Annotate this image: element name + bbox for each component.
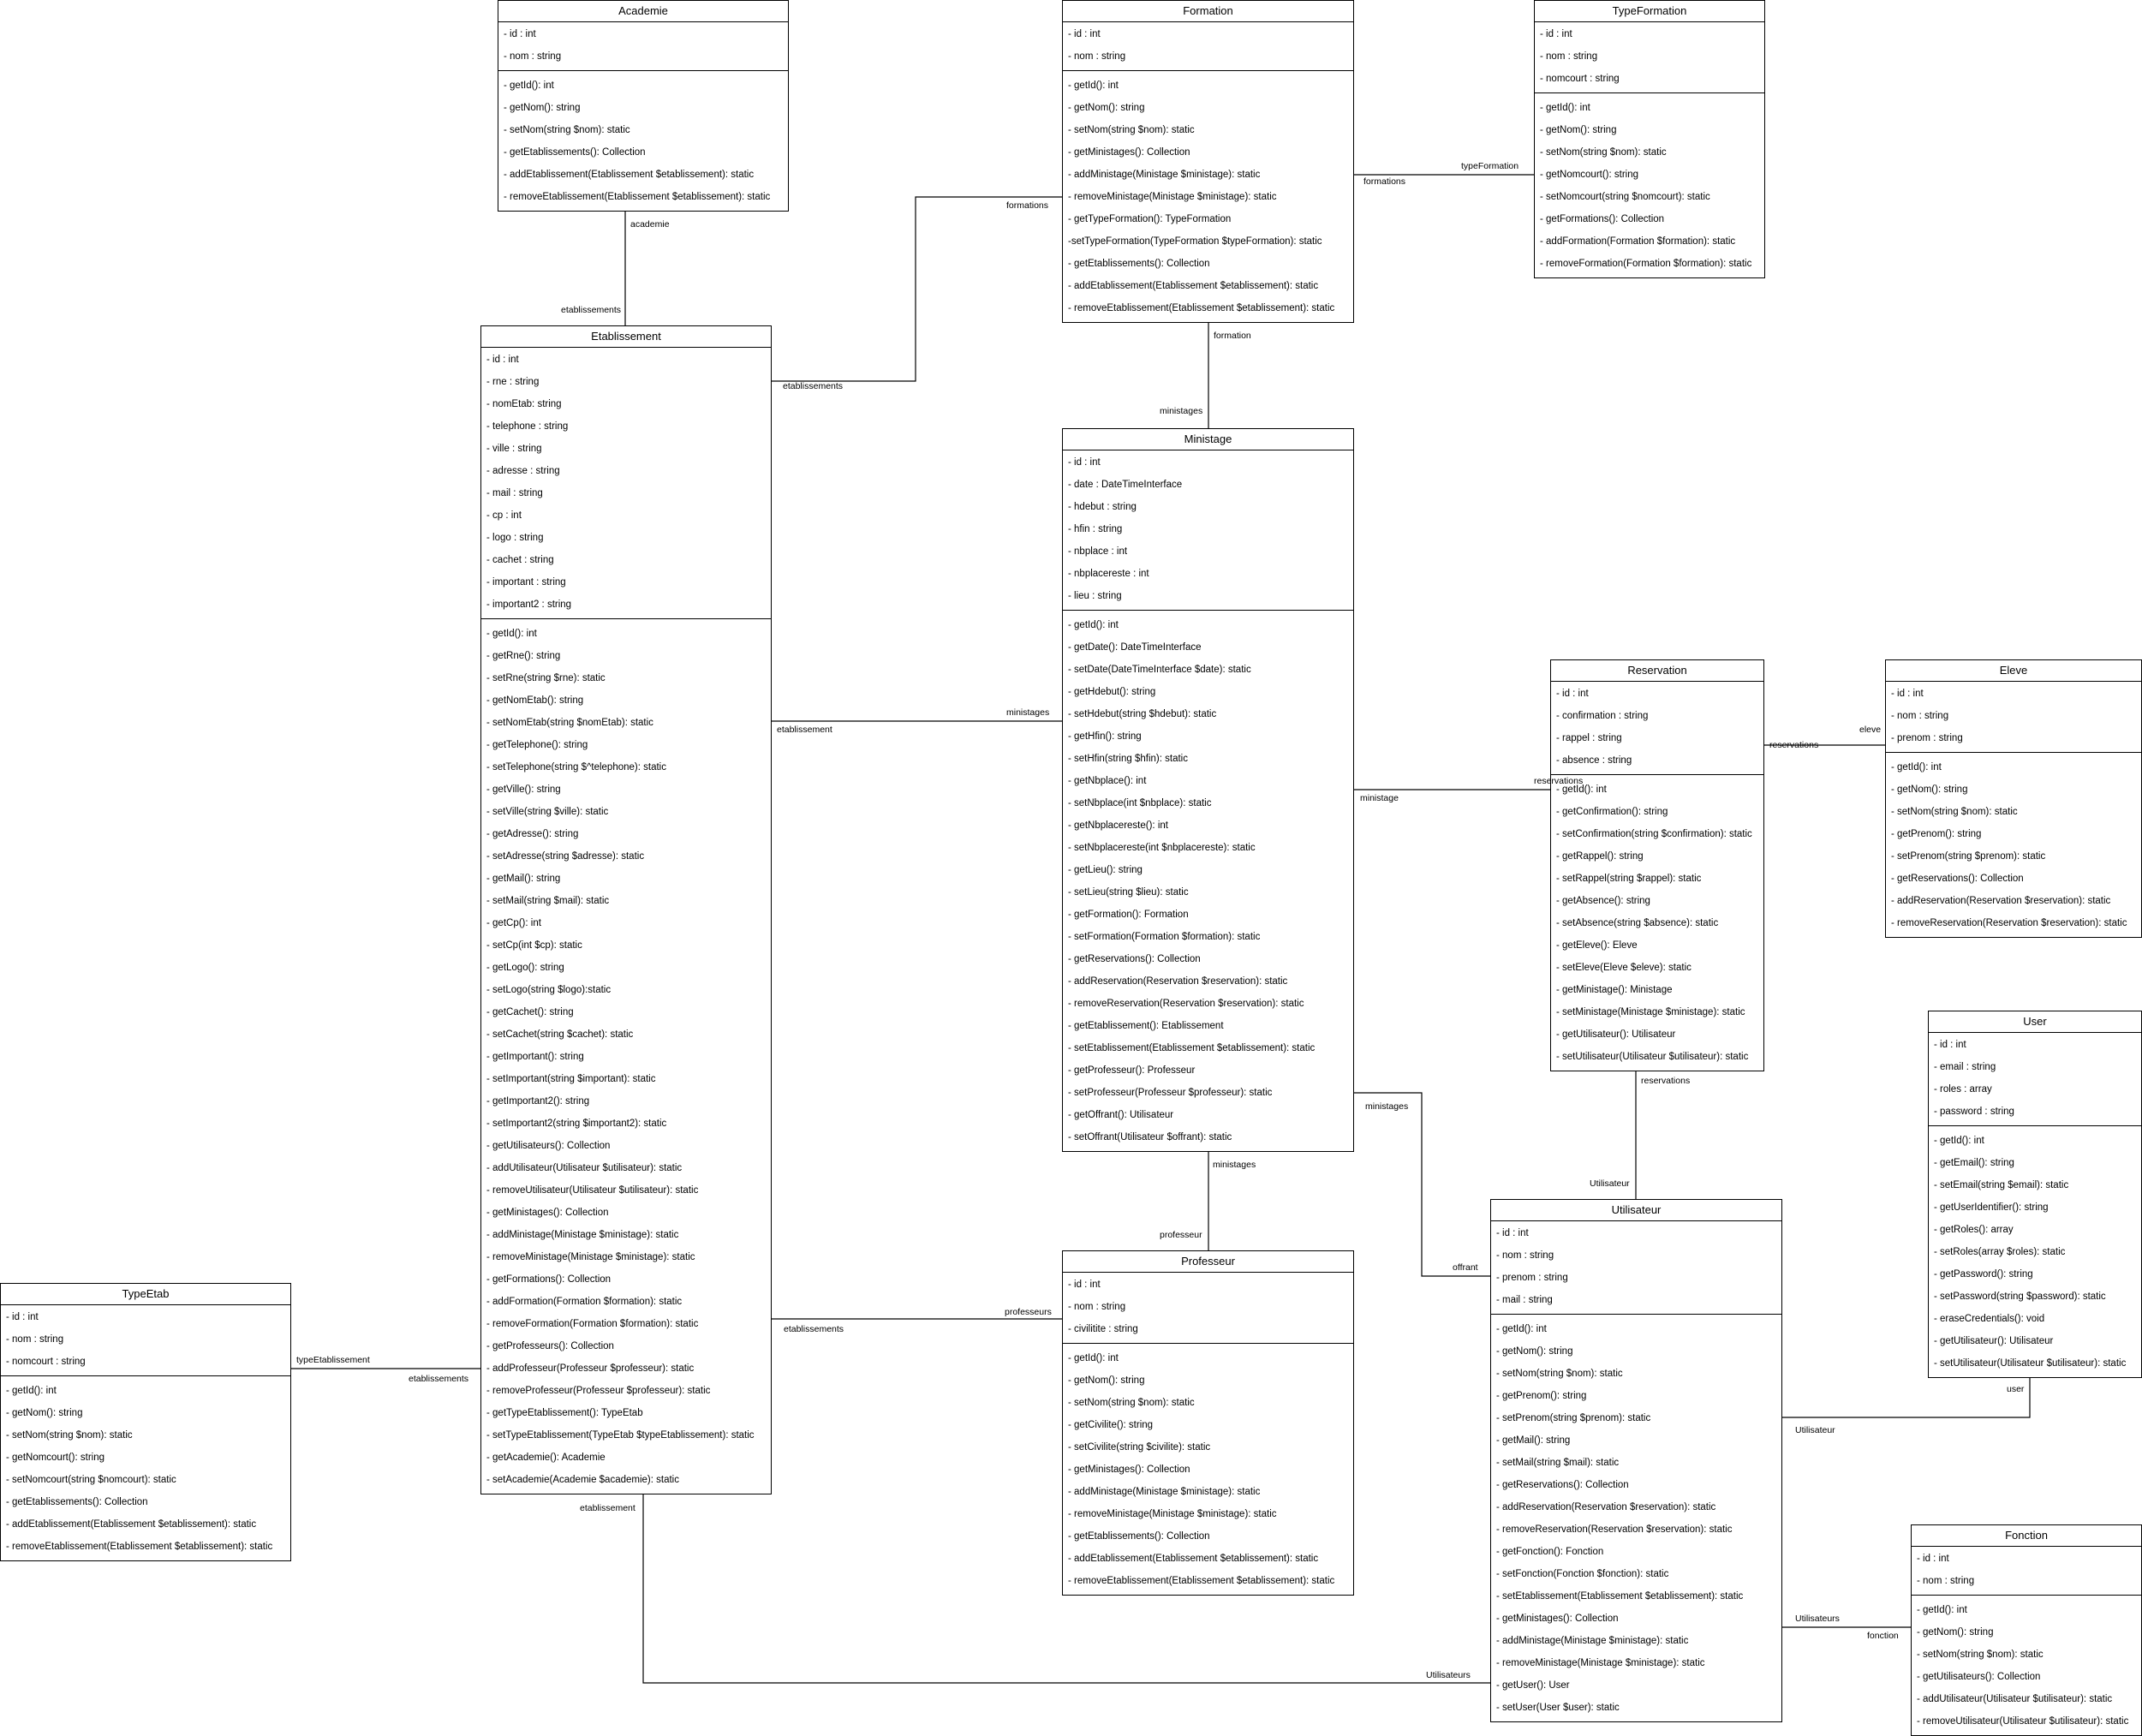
- operation: - getNomcourt(): string: [1540, 170, 1639, 180]
- association-role-label: etablissements: [561, 305, 622, 315]
- association-role-label: ministages: [1213, 1160, 1256, 1170]
- operation: - setPrenom(string $prenom): static: [1891, 851, 2046, 862]
- operation: - getMinistage(): Ministage: [1556, 985, 1673, 995]
- operation: - getVille(): string: [486, 784, 561, 795]
- operation: - getImportant(): string: [486, 1052, 584, 1062]
- attribute: - cp : int: [486, 510, 522, 521]
- association-role-label: Utilisateurs: [1795, 1614, 1840, 1624]
- operation: - removeReservation(Reservation $reservation): static: [1068, 999, 1304, 1009]
- attribute: - id : int: [6, 1312, 39, 1322]
- association-role-label: etablissements: [409, 1374, 469, 1384]
- attribute: - nbplace : int: [1068, 546, 1128, 557]
- operation: - setRne(string $rne): static: [486, 673, 606, 683]
- operation: - addMinistage(Ministage $ministage): static: [486, 1230, 679, 1240]
- attribute: - nom : string: [504, 51, 562, 62]
- class-name: User: [1929, 1011, 2141, 1033]
- operation: - setTypeEtablissement(TypeEtab $typeEtablissement): static: [486, 1430, 755, 1441]
- operation: - removeReservation(Reservation $reservation): static: [1891, 918, 2127, 928]
- operation: - getUtilisateur(): Utilisateur: [1556, 1029, 1676, 1040]
- operation: - getCachet(): string: [486, 1007, 574, 1017]
- attribute: - email : string: [1934, 1062, 1996, 1072]
- operation: - addUtilisateur(Utilisateur $utilisateur): static: [1917, 1694, 2113, 1704]
- operation: - addReservation(Reservation $reservation): static: [1068, 976, 1288, 987]
- operation-list: [1929, 1125, 2141, 1377]
- operation-list: [498, 70, 788, 211]
- operation: - removeFormation(Formation $formation): static: [486, 1319, 699, 1329]
- attribute: - hfin : string: [1068, 524, 1123, 534]
- operation: - getLieu(): string: [1068, 865, 1143, 875]
- association-role-label: etablissement: [777, 725, 832, 735]
- operation: - setConfirmation(string $confirmation): static: [1556, 829, 1752, 839]
- operation: - removeFormation(Formation $formation): static: [1540, 259, 1752, 269]
- association-role-label: offrant: [1453, 1262, 1478, 1273]
- operation: - getNbplace(): int: [1068, 776, 1147, 786]
- operation: - removeMinistage(Ministage $ministage): static: [1496, 1658, 1705, 1668]
- class-name: Fonction: [1912, 1525, 2141, 1547]
- class-eleve: [1885, 659, 2142, 938]
- operation: - setImportant(string $important): static: [486, 1074, 656, 1084]
- operation: - setNom(string $nom): static: [1496, 1369, 1623, 1379]
- operation: - getEtablissements(): Collection: [1068, 1531, 1210, 1542]
- operation: - setNbplace(int $nbplace): static: [1068, 798, 1212, 808]
- association-role-label: fonction: [1867, 1631, 1899, 1641]
- operation: - getHfin(): string: [1068, 731, 1142, 742]
- operation: - getEtablissements(): Collection: [504, 147, 646, 158]
- attribute: - id : int: [1917, 1554, 1949, 1564]
- operation: - setNom(string $nom): static: [1540, 147, 1667, 158]
- attribute-list: [1063, 22, 1353, 70]
- attribute-list: [1929, 1033, 2141, 1125]
- operation: - addUtilisateur(Utilisateur $utilisateur): static: [486, 1163, 683, 1173]
- operation: - setProfesseur(Professeur $professeur): static: [1068, 1088, 1273, 1098]
- operation: - removeMinistage(Ministage $ministage): static: [1068, 1509, 1277, 1519]
- association-role-label: Utilisateurs: [1426, 1670, 1471, 1680]
- operation: - setCachet(string $cachet): static: [486, 1029, 634, 1040]
- operation: - setNom(string $nom): static: [504, 125, 630, 135]
- association-role-label: formations: [1363, 176, 1406, 187]
- association-role-label: ministages: [1160, 406, 1203, 416]
- association-role-label: formation: [1214, 331, 1251, 341]
- operation: - getId(): int: [1496, 1324, 1547, 1334]
- operation: - getId(): int: [1068, 1353, 1119, 1363]
- operation: - addMinistage(Ministage $ministage): static: [1068, 170, 1261, 180]
- association-role-label: professeurs: [1005, 1307, 1052, 1317]
- association-role-label: professeur: [1160, 1230, 1202, 1240]
- operation: - getNom(): string: [1068, 1375, 1145, 1386]
- operation: - removeUtilisateur(Utilisateur $utilisateur): static: [1917, 1716, 2129, 1727]
- operation: - setFonction(Fonction $fonction): static: [1496, 1569, 1669, 1579]
- operation: - getId(): int: [1068, 81, 1119, 91]
- operation: - getPrenom(): string: [1496, 1391, 1587, 1401]
- attribute: - password : string: [1934, 1107, 2014, 1117]
- attribute: - nom : string: [1917, 1576, 1975, 1586]
- class-name: TypeFormation: [1535, 1, 1764, 22]
- operation: - addMinistage(Ministage $ministage): static: [1496, 1636, 1689, 1646]
- attribute: - id : int: [486, 355, 519, 365]
- operation: - getNomcourt(): string: [6, 1453, 105, 1463]
- operation: - getRoles(): array: [1934, 1225, 2014, 1235]
- operation: - getUserIdentifier(): string: [1934, 1202, 2049, 1213]
- class-name: TypeEtab: [1, 1284, 290, 1305]
- operation: - eraseCredentials(): void: [1934, 1314, 2045, 1324]
- operation: - addEtablissement(Etablissement $etablissement): static: [1068, 1554, 1319, 1564]
- operation: - setNomEtab(string $nomEtab): static: [486, 718, 653, 728]
- attribute: - id : int: [504, 29, 536, 39]
- operation: - getLogo(): string: [486, 963, 564, 973]
- operation-list: [1491, 1314, 1781, 1721]
- operation: - getPrenom(): string: [1891, 829, 1982, 839]
- operation: - setEleve(Eleve $eleve): static: [1556, 963, 1692, 973]
- operation: - setMinistage(Ministage $ministage): static: [1556, 1007, 1745, 1017]
- operation: - getFormation(): Formation: [1068, 910, 1189, 920]
- attribute: - nbplacereste : int: [1068, 569, 1149, 579]
- operation: - setNom(string $nom): static: [1891, 807, 2018, 817]
- operation: - setUtilisateur(Utilisateur $utilisateur): static: [1556, 1052, 1749, 1062]
- class-typeetab: [0, 1283, 291, 1561]
- operation: - getNbplacereste(): int: [1068, 820, 1168, 831]
- attribute: - rne : string: [486, 377, 540, 387]
- attribute: - telephone : string: [486, 421, 569, 432]
- operation: - getId(): int: [1934, 1136, 1984, 1146]
- attribute: - mail : string: [486, 488, 543, 498]
- operation: - getProfesseur(): Professeur: [1068, 1065, 1196, 1076]
- operation: - getEtablissements(): Collection: [1068, 259, 1210, 269]
- operation: - setAcademie(Academie $academie): static: [486, 1475, 679, 1485]
- operation: - setUtilisateur(Utilisateur $utilisateur): static: [1934, 1358, 2127, 1369]
- operation: - getNomEtab(): string: [486, 695, 584, 706]
- attribute: - id : int: [1068, 457, 1101, 468]
- operation: - removeEtablissement(Etablissement $etablissement): static: [1068, 1576, 1335, 1586]
- operation: - setNom(string $nom): static: [1068, 1398, 1195, 1408]
- operation: - getNom(): string: [1496, 1346, 1573, 1357]
- operation: - addFormation(Formation $formation): static: [486, 1297, 683, 1307]
- operation: - addMinistage(Ministage $ministage): static: [1068, 1487, 1261, 1497]
- association-role-label: formations: [1006, 200, 1049, 211]
- operation-list: [1535, 92, 1764, 277]
- association-role-label: Utilisateur: [1590, 1178, 1630, 1189]
- operation: - getUtilisateur(): Utilisateur: [1934, 1336, 2054, 1346]
- operation: - getMail(): string: [1496, 1435, 1571, 1446]
- association-role-label: typeEtablissement: [296, 1355, 370, 1365]
- operation: - setPrenom(string $prenom): static: [1496, 1413, 1651, 1423]
- operation: - addFormation(Formation $formation): static: [1540, 236, 1736, 247]
- operation: - getHdebut(): string: [1068, 687, 1156, 697]
- attribute: - nom : string: [1540, 51, 1598, 62]
- operation: - getAcademie(): Academie: [486, 1453, 606, 1463]
- attribute: - hdebut : string: [1068, 502, 1137, 512]
- operation: - getEleve(): Eleve: [1556, 940, 1638, 951]
- operation: - getUtilisateurs(): Collection: [1917, 1672, 2041, 1682]
- operation: - setMail(string $mail): static: [486, 896, 610, 906]
- attribute: - date : DateTimeInterface: [1068, 480, 1183, 490]
- operation: - getNom(): string: [1068, 103, 1145, 113]
- operation: - getNom(): string: [1891, 784, 1968, 795]
- operation: - getProfesseurs(): Collection: [486, 1341, 614, 1351]
- operation: - getUser(): User: [1496, 1680, 1570, 1691]
- operation: - getNom(): string: [1917, 1627, 1994, 1638]
- operation: - getCivilite(): string: [1068, 1420, 1154, 1430]
- association-role-label: typeFormation: [1461, 161, 1519, 171]
- attribute-list: [1912, 1547, 2141, 1595]
- association-line: [1354, 1093, 1490, 1276]
- operation: - setHdebut(string $hdebut): static: [1068, 709, 1217, 719]
- attribute: - id : int: [1556, 689, 1589, 699]
- operation: - getNom(): string: [504, 103, 581, 113]
- attribute: - id : int: [1934, 1040, 1966, 1050]
- operation: - addEtablissement(Etablissement $etablissement): static: [1068, 281, 1319, 291]
- attribute-list: [1551, 682, 1763, 774]
- operation-list: [1063, 1343, 1353, 1595]
- attribute: - nom : string: [1496, 1250, 1554, 1261]
- operation: - setNom(string $nom): static: [1068, 125, 1195, 135]
- attribute-list: [1886, 682, 2141, 752]
- operation: - addEtablissement(Etablissement $etablissement): static: [504, 170, 755, 180]
- operation: - setNom(string $nom): static: [1917, 1649, 2044, 1660]
- operation: - setMail(string $mail): static: [1496, 1458, 1620, 1468]
- operation: - getTelephone(): string: [486, 740, 588, 750]
- attribute: - cachet : string: [486, 555, 554, 565]
- class-name: Eleve: [1886, 660, 2141, 682]
- association-role-label: reservations: [1641, 1076, 1691, 1086]
- operation: - setRappel(string $rappel): static: [1556, 874, 1702, 884]
- class-name: Etablissement: [481, 326, 771, 348]
- attribute: - nom : string: [1068, 1302, 1126, 1312]
- attribute: - lieu : string: [1068, 591, 1122, 601]
- attribute-list: [498, 22, 788, 70]
- operation: - removeEtablissement(Etablissement $etablissement): static: [6, 1542, 273, 1552]
- operation: - getOffrant(): Utilisateur: [1068, 1110, 1174, 1120]
- operation: - setNom(string $nom): static: [6, 1430, 133, 1441]
- attribute-list: [481, 348, 771, 618]
- association-role-label: Utilisateur: [1795, 1425, 1835, 1435]
- operation: - getRappel(): string: [1556, 851, 1644, 862]
- attribute: - absence : string: [1556, 755, 1632, 766]
- operation: - setCivilite(string $civilite): static: [1068, 1442, 1211, 1453]
- association-role-label: academie: [630, 219, 670, 230]
- operation: - getMail(): string: [486, 874, 561, 884]
- attribute: - prenom : string: [1891, 733, 1963, 743]
- association-role-label: eleve: [1859, 725, 1882, 735]
- operation: - getCp(): int: [486, 918, 541, 928]
- attribute: - adresse : string: [486, 466, 560, 476]
- operation: - getTypeEtablissement(): TypeEtab: [486, 1408, 643, 1418]
- association-line: [772, 197, 1062, 381]
- class-academie: [498, 0, 789, 212]
- operation-list: [1063, 610, 1353, 1151]
- association-role-label: etablissement: [580, 1503, 635, 1513]
- operation: - getReservations(): Collection: [1068, 954, 1201, 964]
- attribute: - id : int: [1068, 1280, 1101, 1290]
- class-utilisateur: [1490, 1199, 1782, 1722]
- operation: - getId(): int: [1556, 784, 1607, 795]
- attribute: - civilitite : string: [1068, 1324, 1138, 1334]
- operation: - getReservations(): Collection: [1891, 874, 2024, 884]
- operation: - setTelephone(string $^telephone): static: [486, 762, 666, 773]
- attribute: - ville : string: [486, 444, 542, 454]
- class-name: Utilisateur: [1491, 1200, 1781, 1221]
- operation-list: [1551, 774, 1763, 1071]
- attribute: - id : int: [1496, 1228, 1529, 1238]
- attribute: - nomcourt : string: [1540, 74, 1620, 84]
- attribute: - nom : string: [1068, 51, 1126, 62]
- operation: - setImportant2(string $important2): static: [486, 1119, 667, 1129]
- operation: -setTypeFormation(TypeFormation $typeFormation): static: [1068, 236, 1322, 247]
- operation: - getEmail(): string: [1934, 1158, 2014, 1168]
- operation: - setEtablissement(Etablissement $etablissement): static: [1068, 1043, 1316, 1053]
- operation: - getAbsence(): string: [1556, 896, 1650, 906]
- operation: - getId(): int: [504, 81, 554, 91]
- class-etablissement: [480, 325, 772, 1494]
- class-professeur: [1062, 1250, 1354, 1596]
- operation: - getMinistages(): Collection: [1068, 1465, 1190, 1475]
- operation: - getMinistages(): Collection: [1068, 147, 1190, 158]
- operation: - setVille(string $ville): static: [486, 807, 609, 817]
- operation: - removeMinistage(Ministage $ministage): static: [1068, 192, 1277, 202]
- attribute-list: [1, 1305, 290, 1375]
- operation: - setCp(int $cp): static: [486, 940, 582, 951]
- operation: - getEtablissement(): Etablissement: [1068, 1021, 1224, 1031]
- operation: - removeUtilisateur(Utilisateur $utilisateur): static: [486, 1185, 699, 1196]
- attribute: - nom : string: [6, 1334, 64, 1345]
- attribute-list: [1063, 1273, 1353, 1343]
- operation: - setNomcourt(string $nomcourt): static: [1540, 192, 1710, 202]
- operation: - getRne(): string: [486, 651, 561, 661]
- operation: - getConfirmation(): string: [1556, 807, 1668, 817]
- class-typeformation: [1534, 0, 1765, 278]
- attribute: - nom : string: [1891, 711, 1949, 721]
- operation: - setAdresse(string $adresse): static: [486, 851, 645, 862]
- attribute: - prenom : string: [1496, 1273, 1568, 1283]
- operation: - addReservation(Reservation $reservation): static: [1891, 896, 2111, 906]
- operation: - addEtablissement(Etablissement $etablissement): static: [6, 1519, 257, 1530]
- operation-list: [481, 618, 771, 1494]
- operation: - getFormations(): Collection: [1540, 214, 1665, 224]
- operation: - getNom(): string: [1540, 125, 1617, 135]
- operation: - getNom(): string: [6, 1408, 83, 1418]
- operation: - removeEtablissement(Etablissement $etablissement): static: [1068, 303, 1335, 313]
- class-name: Ministage: [1063, 429, 1353, 450]
- operation: - setPassword(string $password): static: [1934, 1292, 2106, 1302]
- operation: - setEtablissement(Etablissement $etablissement): static: [1496, 1591, 1744, 1602]
- association-role-label: ministages: [1365, 1101, 1409, 1112]
- association-role-label: reservations: [1769, 740, 1819, 750]
- operation: - getEtablissements(): Collection: [6, 1497, 148, 1507]
- operation: - getTypeFormation(): TypeFormation: [1068, 214, 1232, 224]
- operation: - getUtilisateurs(): Collection: [486, 1141, 611, 1151]
- operation: - getFormations(): Collection: [486, 1274, 612, 1285]
- operation: - getId(): int: [1891, 762, 1942, 773]
- attribute: - nomcourt : string: [6, 1357, 86, 1367]
- attribute: - id : int: [1068, 29, 1101, 39]
- operation: - setUser(User $user): static: [1496, 1703, 1620, 1713]
- attribute: - confirmation : string: [1556, 711, 1649, 721]
- operation: - setNbplacereste(int $nbplacereste): static: [1068, 843, 1256, 853]
- association-role-label: etablissements: [783, 381, 844, 391]
- attribute: - mail : string: [1496, 1295, 1553, 1305]
- attribute: - roles : array: [1934, 1084, 1992, 1095]
- operation-list: [1063, 70, 1353, 322]
- operation: - setLogo(string $logo):static: [486, 985, 612, 995]
- operation: - getMinistages(): Collection: [1496, 1614, 1619, 1624]
- operation: - getId(): int: [1540, 103, 1590, 113]
- operation: - setDate(DateTimeInterface $date): static: [1068, 665, 1251, 675]
- operation: - removeReservation(Reservation $reservation): static: [1496, 1524, 1733, 1535]
- operation: - getId(): int: [486, 629, 537, 639]
- operation: - getReservations(): Collection: [1496, 1480, 1629, 1490]
- operation: - setAbsence(string $absence): static: [1556, 918, 1719, 928]
- operation: - setEmail(string $email): static: [1934, 1180, 2069, 1190]
- class-name: Reservation: [1551, 660, 1763, 682]
- attribute: - rappel : string: [1556, 733, 1622, 743]
- operation: - setHfin(string $hfin): static: [1068, 754, 1188, 764]
- association-role-label: ministage: [1360, 793, 1399, 803]
- operation: - getFonction(): Fonction: [1496, 1547, 1604, 1557]
- class-user: [1928, 1011, 2142, 1378]
- operation-list: [1912, 1595, 2141, 1735]
- class-name: Formation: [1063, 1, 1353, 22]
- operation: - setNomcourt(string $nomcourt): static: [6, 1475, 176, 1485]
- association-role-label: ministages: [1006, 707, 1050, 718]
- operation-list: [1, 1375, 290, 1560]
- operation: - removeMinistage(Ministage $ministage): static: [486, 1252, 695, 1262]
- attribute-list: [1535, 22, 1764, 92]
- class-name: Academie: [498, 1, 788, 22]
- attribute: - important : string: [486, 577, 566, 588]
- association-line: [1782, 1375, 2030, 1417]
- operation: - getAdresse(): string: [486, 829, 579, 839]
- operation: - setOffrant(Utilisateur $offrant): static: [1068, 1132, 1232, 1142]
- class-name: Professeur: [1063, 1251, 1353, 1273]
- association-role-label: user: [2007, 1384, 2025, 1394]
- association-role-label: etablissements: [784, 1324, 844, 1334]
- operation: - removeProfesseur(Professeur $professeur): static: [486, 1386, 711, 1396]
- attribute: - id : int: [1891, 689, 1924, 699]
- class-reservation: [1550, 659, 1764, 1071]
- class-fonction: [1911, 1524, 2142, 1736]
- operation: - addProfesseur(Professeur $professeur): static: [486, 1363, 695, 1374]
- operation: - removeEtablissement(Etablissement $etablissement): static: [504, 192, 771, 202]
- class-ministage: [1062, 428, 1354, 1152]
- operation: - getMinistages(): Collection: [486, 1208, 609, 1218]
- operation: - addReservation(Reservation $reservation): static: [1496, 1502, 1716, 1512]
- attribute: - id : int: [1540, 29, 1572, 39]
- operation: - getId(): int: [6, 1386, 57, 1396]
- operation: - setFormation(Formation $formation): static: [1068, 932, 1261, 942]
- operation: - getDate(): DateTimeInterface: [1068, 642, 1202, 653]
- operation: - setRoles(array $roles): static: [1934, 1247, 2066, 1257]
- attribute: - nomEtab: string: [486, 399, 562, 409]
- operation: - getId(): int: [1917, 1605, 1967, 1615]
- attribute: - important2 : string: [486, 600, 572, 610]
- attribute-list: [1491, 1221, 1781, 1314]
- operation-list: [1886, 752, 2141, 937]
- attribute: - logo : string: [486, 533, 544, 543]
- operation: - setLieu(string $lieu): static: [1068, 887, 1189, 898]
- operation: - getId(): int: [1068, 620, 1119, 630]
- class-formation: [1062, 0, 1354, 323]
- attribute-list: [1063, 450, 1353, 610]
- operation: - getPassword(): string: [1934, 1269, 2033, 1280]
- operation: - getImportant2(): string: [486, 1096, 590, 1107]
- association-role-label: reservations: [1534, 776, 1584, 786]
